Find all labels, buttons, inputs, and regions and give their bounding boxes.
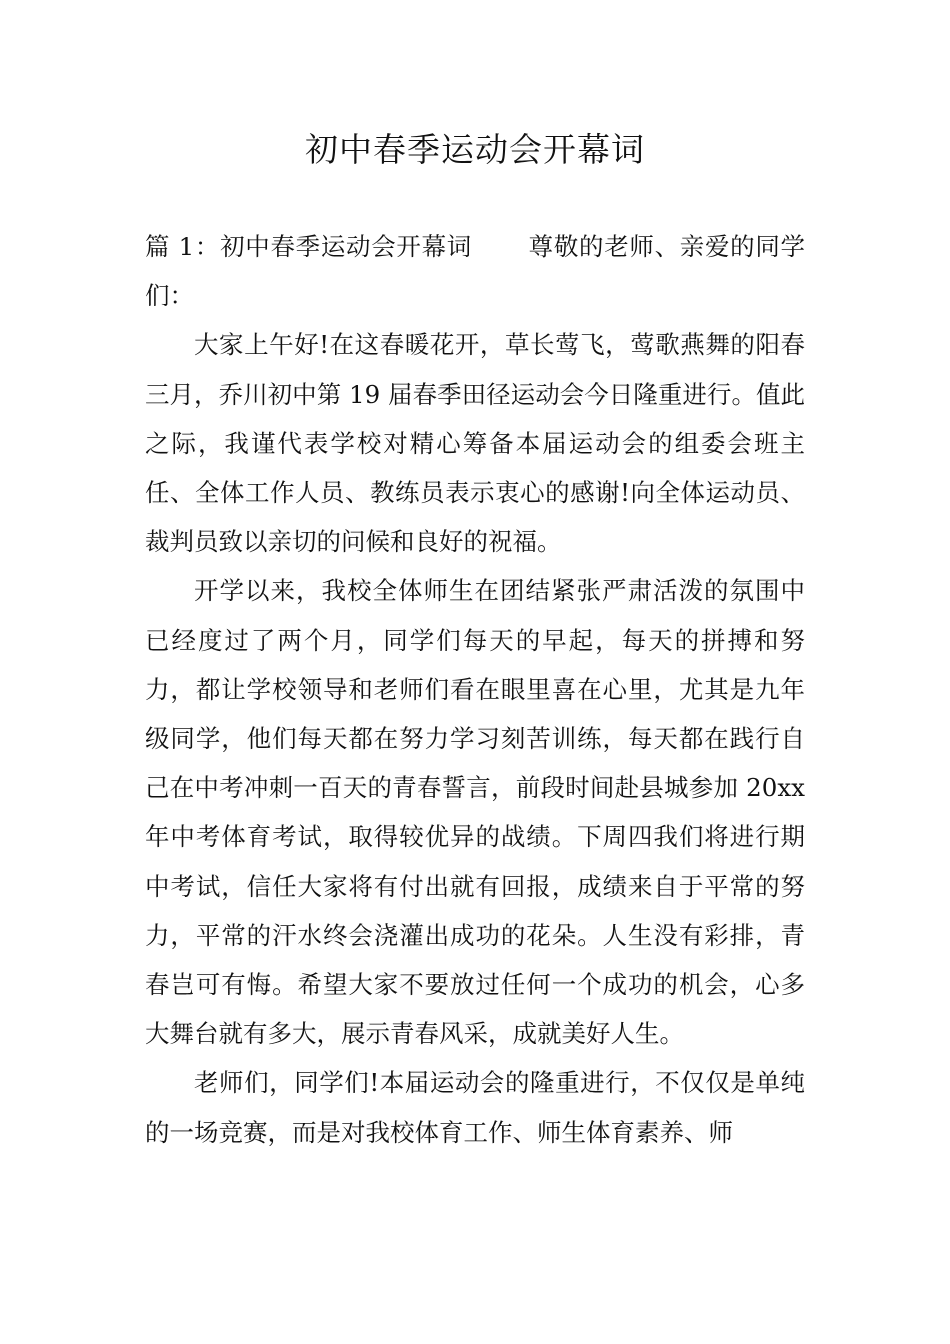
- body-paragraph-1: 大家上午好!在这春暖花开，草长莺飞，莺歌燕舞的阳春三月，乔川初中第 19 届春季田径运动会今日隆重进行。值此之际，我谨代表学校对精心筹备本届运动会的组委会班主任、全体工作人员、教练员表示衷心的感谢!向全体运动员、裁判员致以亲切的问候和良好的祝福。: [145, 330, 805, 557]
- body-paragraph-3: 老师们，同学们!本届运动会的隆重进行，不仅仅是单纯的一场竞赛，而是对我校体育工作、师生体育素养、师: [145, 1068, 805, 1147]
- intro-paragraph: [145, 222, 805, 320]
- section-label: 篇 1：初中春季运动会开幕词: [145, 232, 472, 261]
- document-body: [145, 222, 805, 1157]
- body-paragraph-2: 开学以来，我校全体师生在团结紧张严肃活泼的氛围中已经度过了两个月，同学们每天的早起，每天的拼搏和努力，都让学校领导和老师们看在眼里喜在心里，尤其是九年级同学，他们每天都在努力学习刻苦训练，每天都在践行自己在中考冲刺一百天的青春誓言，前段时间赴县城参加 20xx 年中考体育考试，取得较优异的战绩。下周四我们将进行期中考试，信任大家将有付出就有回报，成绩来自于平常的努力，平常的汗水终会浇灌出成功的花朵。人生没有彩排，青春岂可有悔。希望大家不要放过任何一个成功的机会，心多大舞台就有多大，展示青春风采，成就美好人生。: [145, 576, 805, 1049]
- salutation: 尊敬的老师、亲爱的同学们：: [145, 232, 806, 311]
- document-title: 初中春季运动会开幕词: [305, 130, 645, 169]
